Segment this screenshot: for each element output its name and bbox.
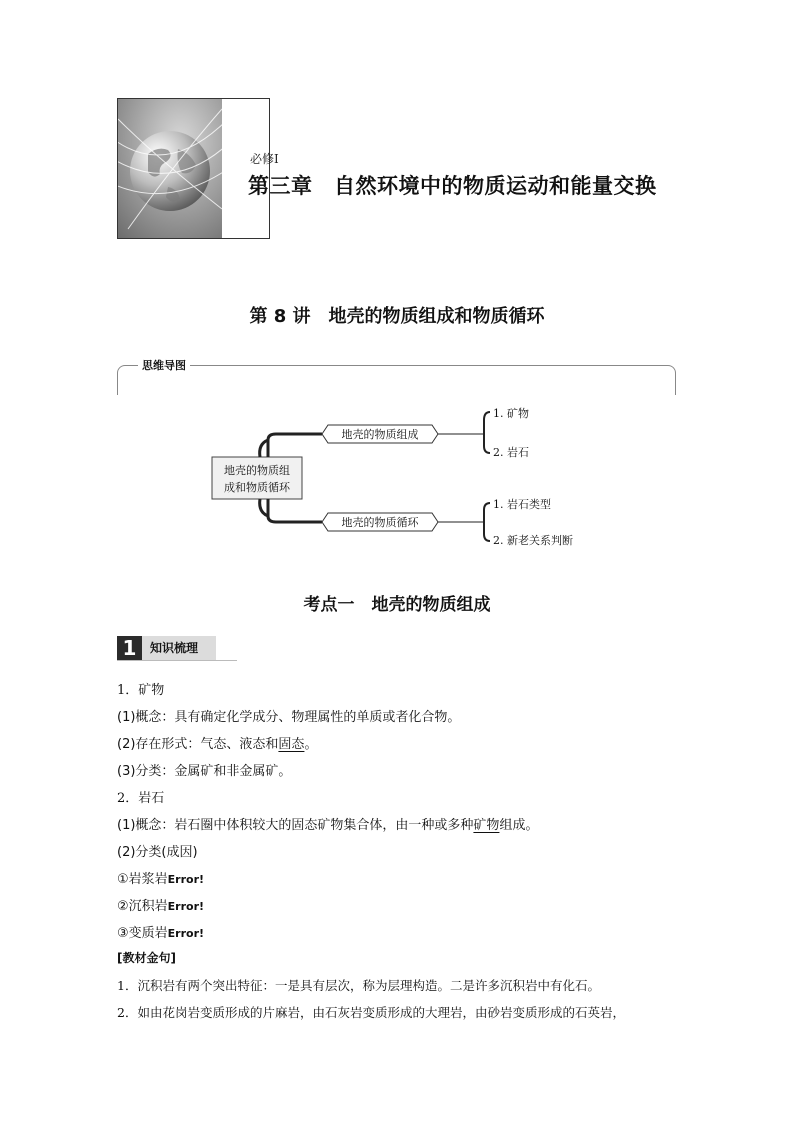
mindmap-root-line2: 成和物质循环: [224, 481, 290, 494]
mindmap-frame: [117, 365, 676, 395]
content-text: (1)概念：岩石圈中体积较大的固态矿物集合体，由一种或多种: [117, 818, 474, 833]
content-text: ③变质岩: [117, 926, 168, 941]
content-underlined: 固态: [278, 737, 305, 752]
bracket-bottom: [268, 499, 322, 522]
content-line: (1)概念：具有确定化学成分、物理属性的单质或者化合物。: [117, 710, 461, 725]
mindmap-branch1: 地壳的物质组成: [341, 428, 419, 441]
mindmap-branch2-leaf2: 2. 新老关系判断: [493, 534, 573, 547]
error-text: Error!: [167, 927, 205, 940]
content-heading-mineral: 1．矿物: [117, 683, 165, 698]
globe-image: [118, 99, 222, 238]
content-line: [117, 814, 538, 833]
content-line: (3)分类：金属矿和非金属矿。: [117, 764, 292, 779]
mindmap-root-line1: 地壳的物质组: [224, 464, 290, 477]
content-text: 组成。: [499, 818, 539, 833]
mindmap-diagram: [0, 400, 794, 564]
error-text: Error!: [167, 900, 205, 913]
mindmap-branch1-leaf1: 1. 矿物: [493, 407, 529, 420]
section-badge-number: 1: [117, 636, 142, 660]
content-text: 。: [304, 737, 318, 752]
section-badge-label: 知识梳理: [142, 636, 216, 660]
badge-underline: [117, 660, 237, 661]
content-line: 2．如由花岗岩变质形成的片麻岩，由石灰岩变质形成的大理岩，由砂岩变质形成的石英岩，: [117, 1005, 625, 1020]
textbook-quotes-heading: [教材金句]: [117, 951, 176, 965]
chapter-title: 第三章 自然环境中的物质运动和能量交换: [248, 174, 657, 198]
mindmap-branch2-leaf1: 1. 岩石类型: [493, 498, 551, 511]
content-line: [117, 868, 204, 887]
mindmap-branch1-leaf2: 2. 岩石: [493, 446, 529, 459]
content-line: [117, 922, 204, 941]
content-heading-rock: 2．岩石: [117, 791, 165, 806]
content-line: [117, 895, 204, 914]
section-title: 考点一 地壳的物质组成: [303, 595, 491, 615]
content-text: (2)存在形式：气态、液态和: [117, 737, 279, 752]
bracket-top: [268, 434, 322, 457]
content-text: ①岩浆岩: [117, 872, 168, 887]
content-line: [117, 733, 317, 752]
chapter-subtitle: 必修Ⅰ: [250, 152, 279, 166]
lecture-title: 第 8 讲 地壳的物质组成和物质循环: [249, 306, 545, 327]
content-underlined: 矿物: [473, 818, 500, 833]
error-text: Error!: [167, 873, 205, 886]
content-text: ②沉积岩: [117, 899, 168, 914]
content-line: (2)分类(成因): [117, 845, 198, 860]
mindmap-branch2: 地壳的物质循环: [341, 516, 419, 529]
content-line: 1．沉积岩有两个突出特征：一是具有层次，称为层理构造。二是许多沉积岩中有化石。: [117, 978, 600, 993]
mindmap-label: 思维导图: [138, 357, 190, 373]
